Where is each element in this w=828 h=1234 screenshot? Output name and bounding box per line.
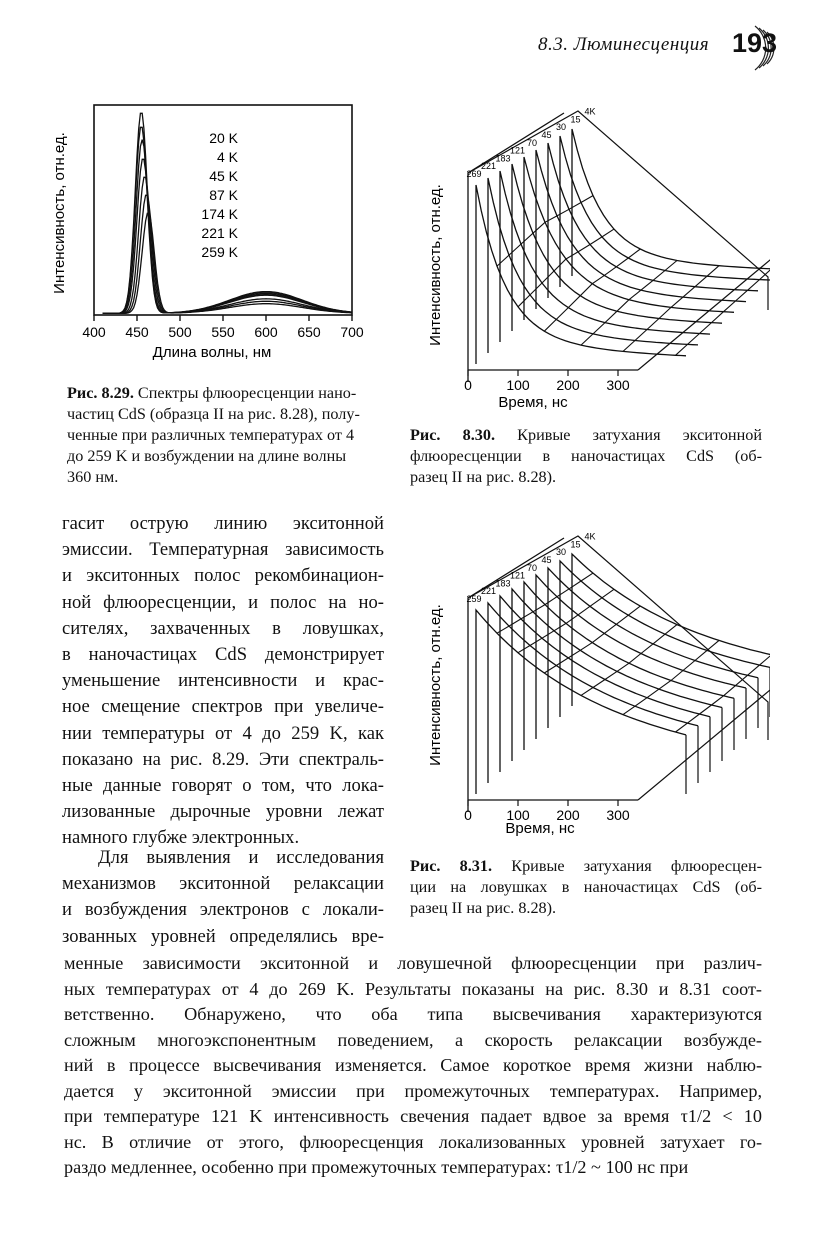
x-tick-label: 700 <box>340 324 364 340</box>
temperature-label: 15 <box>570 114 581 125</box>
temperature-label: 121 <box>509 145 526 156</box>
temperature-label: 183 <box>495 153 511 164</box>
decay-curve <box>512 589 722 761</box>
page-number: 193 <box>732 28 778 58</box>
text-line: и экситонных полос рекомбинацион- <box>62 565 384 587</box>
temperature-label: 4K <box>584 531 596 542</box>
caption-line: флюоресценции в наночастицах CdS (об- <box>410 447 762 465</box>
caption-label: Рис. 8.30. <box>410 426 495 444</box>
text-line: ветственно. Обнаружено, что оба типа высвечивания характеризуются <box>64 1004 762 1024</box>
caption-8-29 <box>67 383 387 488</box>
decay-curve <box>488 178 698 353</box>
x-tick-label: 200 <box>556 807 580 823</box>
caption-8-30 <box>410 425 762 488</box>
text-line: ной флюоресценции, и полос на но- <box>62 591 384 613</box>
caption-line: Кривые затухания экситонной <box>517 426 763 444</box>
caption-line: до 259 K и возбуждении на длине волны <box>67 447 347 465</box>
text-line: сложным многоэкспонентным поведением, а скорость релаксации возбужде- <box>64 1029 762 1050</box>
decay-curve <box>512 164 722 331</box>
text-line: нии температуры от 4 до 259 K, как <box>62 722 384 744</box>
isochrone-line <box>518 589 614 652</box>
legend-entry: 221 K <box>201 225 238 241</box>
isochrone-line <box>676 655 771 732</box>
isochrone-line <box>623 266 719 352</box>
x-axis-label: Время, нс <box>498 394 568 411</box>
temperature-label: 45 <box>541 130 552 140</box>
text-line: в наночастицах CdS демонстрирует <box>62 644 384 666</box>
temperature-label: 221 <box>480 586 497 597</box>
text-line: ний в процессе высвечивания изменяется. Самое короткое время жизни наблю- <box>64 1055 762 1075</box>
text-line: нс. В отличие от этого, флюоресценция локализованных уровней затухает го- <box>64 1131 762 1152</box>
decay-curve <box>548 568 758 728</box>
y-axis-label: Интенсивность, отн.ед. <box>51 132 68 294</box>
text-line: показано на рис. 8.29. Эти спектраль- <box>62 748 384 770</box>
text-line: механизмов экситонной релаксации <box>62 873 384 895</box>
caption-line: разец II на рис. 8.28). <box>410 899 557 917</box>
decay-curve <box>476 610 686 794</box>
decay-curve <box>572 129 770 276</box>
box-outline <box>468 536 768 740</box>
decay-curve <box>500 596 710 772</box>
decay-curve <box>548 143 758 298</box>
x-tick-label: 100 <box>506 807 530 823</box>
figure-8-30-exciton-decay <box>420 95 770 425</box>
caption-label: Рис. 8.29. <box>67 384 134 402</box>
x-tick-label: 650 <box>297 324 321 340</box>
text-line: зованных уровней определялись вре- <box>62 925 384 947</box>
text-line: ных температурах от 4 до 269 K. Результаты показаны на рис. 8.30 и 8.31 соот- <box>64 978 762 999</box>
x-tick-label: 500 <box>168 324 192 340</box>
temperature-label: 121 <box>509 570 526 581</box>
text-line: раздо медленнее, особенно при промежуточных температурах: τ1/2 ~ 100 нс при <box>64 1157 689 1177</box>
text-line: дается у экситонной эмиссии при промежуточных температурах. Например, <box>64 1080 762 1101</box>
decay-curve <box>560 136 770 287</box>
text-line: эмиссии. Температурная зависимость <box>62 539 384 561</box>
temperature-labels <box>466 532 595 604</box>
legend-entry: 20 K <box>209 130 238 146</box>
x-ticks <box>464 370 630 393</box>
x-tick-label: 600 <box>254 324 278 340</box>
caption-line: частиц CdS (образца II на рис. 8.28), полу- <box>67 405 360 423</box>
legend <box>201 130 238 260</box>
temperature-label: 30 <box>555 122 567 133</box>
text-line: намного глубже электронных. <box>62 827 300 849</box>
caption-line: ции на ловушках в наночастицах CdS (об- <box>410 878 762 896</box>
x-tick-label: 100 <box>506 377 530 393</box>
text-line: сителях, захваченных в ловушках, <box>62 617 384 639</box>
body-paragraph-1 <box>62 511 384 852</box>
temperature-label: 269 <box>466 169 482 179</box>
decay-curve <box>488 603 698 783</box>
caption-line: 360 нм. <box>67 468 119 486</box>
legend-entry: 4 K <box>216 149 238 165</box>
temperature-label: 70 <box>526 562 538 573</box>
text-line: менные зависимости экситонной и ловушечной флюоресценции при различ- <box>64 953 762 973</box>
decay-curve <box>500 171 710 342</box>
figure-8-29-spectra <box>40 95 370 375</box>
body-paragraph-2-start <box>62 845 384 950</box>
legend-entry: 259 K <box>201 244 238 260</box>
caption-label: Рис. 8.31. <box>410 857 493 875</box>
legend-entry: 45 K <box>209 168 238 184</box>
x-axis-label: Длина волны, нм <box>152 344 272 361</box>
temperature-label: 221 <box>480 161 497 172</box>
isochrone-line <box>544 606 640 673</box>
x-tick-label: 300 <box>606 377 630 393</box>
legend-entry: 87 K <box>209 187 238 203</box>
x-tick-label: 300 <box>606 807 630 823</box>
y-axis-label: Интенсивность, отн.ед. <box>427 604 444 766</box>
decay-curve <box>524 157 734 320</box>
caption-line: ченные при различных температурах от 4 <box>67 426 355 444</box>
temperature-label: 45 <box>541 555 552 565</box>
x-tick-label: 400 <box>82 324 106 340</box>
caption-line: разец II на рис. 8.28). <box>410 468 557 486</box>
text-line: гасит острую линию экситонной <box>62 513 384 534</box>
decay-curve <box>560 561 770 717</box>
legend-entry: 174 K <box>201 206 238 222</box>
temperature-label: 4K <box>584 106 596 117</box>
temperature-label: 15 <box>570 539 581 550</box>
caption-line: Кривые затухания флюоресцен- <box>511 857 763 875</box>
x-ticks <box>82 315 364 340</box>
figure-8-31-trap-decay <box>420 525 770 845</box>
text-line: ное смещение спектров при увеличе- <box>62 696 384 718</box>
caption-8-31 <box>410 856 762 919</box>
section-title: 8.3. Люминесценция <box>538 34 710 55</box>
x-tick-label: 450 <box>125 324 149 340</box>
caption-line: Спектры флюоресценции нано- <box>137 384 357 402</box>
text-line: лизованные дырочные уровни лежат <box>62 801 384 823</box>
temperature-label: 30 <box>555 547 567 558</box>
text-line: Для выявления и исследования <box>98 847 384 868</box>
text-line: при температуре 121 K интенсивность свечения падает вдвое за время τ1/2 < 10 <box>64 1106 762 1126</box>
text-line: ные данные говорят о том, что лока- <box>62 775 384 797</box>
text-line: уменьшение интенсивности и крас- <box>62 670 384 692</box>
running-head <box>520 30 820 70</box>
x-axis-label: Время, нс <box>505 820 575 837</box>
temperature-label: 183 <box>495 578 511 589</box>
frame-line <box>638 680 770 800</box>
y-axis-label: Интенсивность, отн.ед. <box>427 184 444 346</box>
body-paragraph-2-wide <box>64 951 762 1181</box>
temperature-labels <box>466 107 595 179</box>
x-tick-label: 550 <box>211 324 235 340</box>
x-tick-label: 0 <box>464 807 472 823</box>
text-line: и возбуждения электронов с локали- <box>62 899 384 921</box>
box-outline <box>468 111 768 310</box>
x-tick-label: 200 <box>556 377 580 393</box>
isochrone-line <box>676 269 771 356</box>
temperature-label: 259 <box>466 594 482 604</box>
x-tick-label: 0 <box>464 377 472 393</box>
temperature-label: 70 <box>526 137 538 148</box>
